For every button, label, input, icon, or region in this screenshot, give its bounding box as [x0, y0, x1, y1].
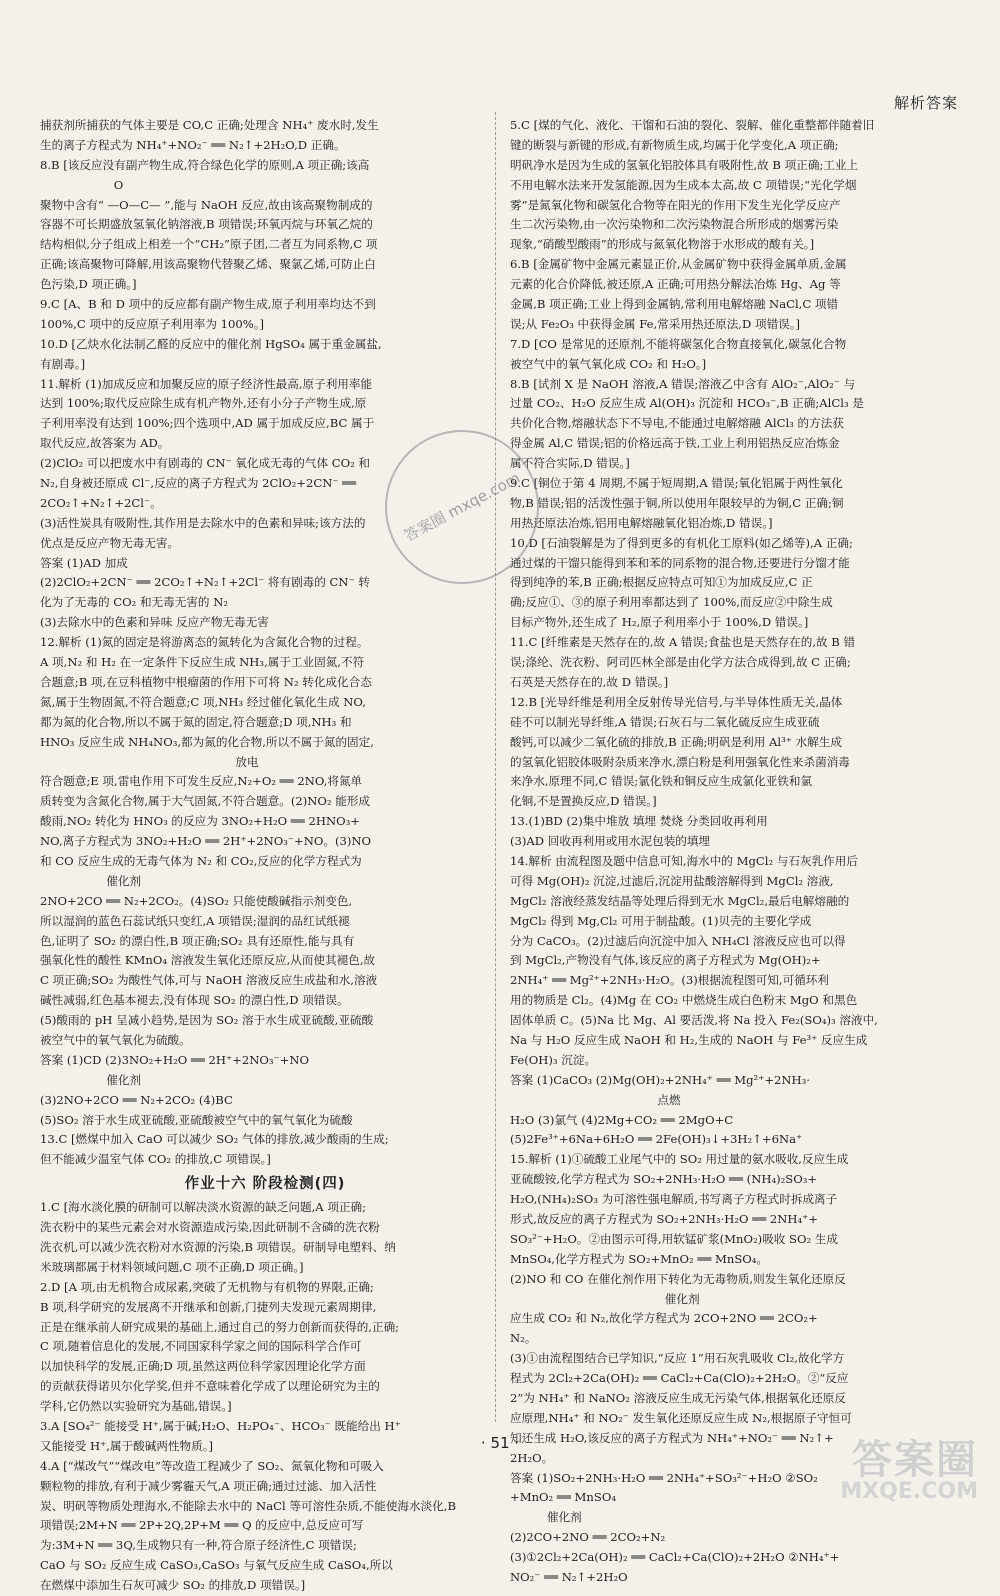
text-line: 催化剂: [510, 1291, 700, 1306]
text-line: CaO 与 SO₂ 反应生成 CaSO₃,CaSO₃ 与氧气反应生成 CaSO₄,所以: [40, 1558, 393, 1573]
text-line: 11.C [纤维素是天然存在的,故 A 错误;食盐也是天然存在的,故 B 错: [510, 635, 856, 650]
text-line: A 项,N₂ 和 H₂ 在一定条件下反应生成 NH₃,属于工业固氮,不符: [40, 655, 365, 670]
text-line: 11.解析 (1)加成反应和加聚反应的原子经济性最高,原子利用率能: [40, 376, 373, 391]
text-line: 6.B [金属矿物中金属元素显正价,从金属矿物中获得金属单质,金属: [510, 257, 847, 272]
text-line: 色污染,D 项正确。]: [40, 277, 137, 292]
text-line: 金属,B 项正确;工业上得到金属钠,常利用电解熔融 NaCl,C 项错: [510, 297, 839, 312]
text-line: 符合题意;E 项,雷电作用下可发生反应,N₂+O₂ ══ 2NO,将氮单: [40, 774, 363, 789]
text-line: 强氧化性的酸性 KMnO₄ 溶液发生氧化还原反应,从而使其褪色,故: [40, 953, 376, 968]
text-line: SO₃²⁻+H₂O。②由图示可得,用软锰矿浆(MnO₂)吸收 SO₂ 生成: [510, 1231, 839, 1246]
text-line: 都为氮的化合物,所以不属于氮的固定,符合题意;D 项,NH₃ 和: [40, 714, 352, 729]
text-line: 催化剂: [40, 873, 142, 888]
text-line: 雾”是氮氧化物和碳氢化合物等在阳光的作用下发生光化学反应产: [510, 197, 841, 212]
text-line: 酸钙,可以减少二氧化硫的排放,B 正确;明矾是利用 Al³⁺ 水解生成: [510, 734, 842, 749]
text-line: +MnO₂ ══ MnSO₄: [510, 1490, 616, 1505]
text-line: 确;反应①、③的原子利用率都达到了 100%,而反应②中除生成: [510, 595, 833, 610]
text-line: 属不符合实际,D 错误。]: [510, 456, 630, 471]
right-column: [510, 116, 962, 1588]
column-divider: [495, 112, 497, 1422]
text-line: 7.D [CO 是常见的还原剂,不能将碳氢化合物直接氧化,碳氢化合物: [510, 336, 847, 351]
text-line: 现象,“硝酸型酸雨”的形成与氮氧化物溶于水形成的酸有关。]: [510, 237, 815, 252]
text-line: 酸雨,NO₂ 转化为 HNO₃ 的反应为 3NO₂+H₂O ══ 2HNO₃+: [40, 814, 360, 829]
text-line: 取代反应,故答案为 AD。: [40, 436, 170, 451]
text-line: 氮,属于生物固氮,不符合题意;C 项,NH₃ 经过催化氧化生成 NO,: [40, 694, 366, 709]
text-line: 答案 (1)CD (2)3NO₂+H₂O ══ 2H⁺+2NO₃⁻+NO: [40, 1052, 310, 1067]
text-line: 被空气中的氧气氧化成 CO₂ 和 H₂O。]: [510, 356, 707, 371]
text-line: 3.A [SO₄²⁻ 能接受 H⁺,属于碱;H₂O、H₂PO₄⁻、HCO₃⁻ 既能给出 H⁺: [40, 1419, 401, 1433]
text-line: 质转变为含氮化合物,属于大气固氮,不符合题意。(2)NO₂ 能形成: [40, 794, 371, 809]
text-line: (2)NO 和 CO 在催化剂作用下转化为无毒物质,则发生氧化还原反: [510, 1271, 846, 1286]
text-line: 可得 Mg(OH)₂ 沉淀,过滤后,沉淀用盐酸溶解得到 MgCl₂ 溶液,: [510, 873, 834, 888]
text-line: (2)2CO+2NO ══ 2CO₂+N₂: [510, 1530, 666, 1545]
text-line: 为:3M+N ══ 3Q,生成物只有一种,符合原子经济性,C 项错误;: [40, 1538, 357, 1553]
text-line: 100%,C 项中的反应原子利用率为 100%。]: [40, 316, 265, 331]
text-line: MgCl₂ 溶液经蒸发结晶等处理后得到无水 MgCl₂,最后电解熔融的: [510, 893, 850, 908]
text-line: 到 MgCl₂,产物没有气体,该反应的离子方程式为 Mg(OH)₂+: [510, 953, 821, 968]
text-line: 元素的化合价降低,被还原,A 正确;可用热分解法冶炼 Hg、Ag 等: [510, 277, 841, 292]
text-line: 1.C [海水淡化膜的研制可以解决淡水资源的缺乏问题,A 项正确;: [40, 1200, 367, 1215]
text-line: 催化剂: [510, 1510, 582, 1525]
text-line: 用热还原法冶炼,铝用电解熔融氧化铝冶炼,D 错误。]: [510, 515, 773, 530]
text-line: 生二次污染物,由一次污染物和二次污染物混合所形成的烟雾污染: [510, 217, 839, 232]
text-line: 10.D [乙炔水化法制乙醛的反应中的催化剂 HgSO₄ 属于重金属盐,: [40, 336, 382, 351]
text-line: 用的物质是 Cl₂。(4)Mg 在 CO₂ 中燃烧生成白色粉末 MgO 和黑色: [510, 993, 858, 1008]
text-line: Fe(OH)₃ 沉淀。: [510, 1052, 597, 1067]
text-line: 固体单质 C。(5)Na 比 Mg、Al 要活泼,将 Na 投入 Fe₂(SO₄)₃ 溶液中,: [510, 1013, 878, 1028]
text-line: 过量 CO₂、H₂O 反应生成 Al(OH)₃ 沉淀和 HCO₃⁻,B 正确;AlCl₃ 是: [510, 396, 864, 411]
text-line: MnSO₄,化学方程式为 SO₂+MnO₂ ══ MnSO₄。: [510, 1251, 769, 1266]
text-line: 13.(1)BD (2)集中堆放 填埋 焚烧 分类回收再利用: [510, 814, 768, 829]
text-line: 13.C [燃煤中加入 CaO 可以减少 SO₂ 气体的排放,减少酸雨的生成;: [40, 1132, 389, 1147]
text-line: (5)2Fe³⁺+6Na+6H₂O ══ 2Fe(OH)₃↓+3H₂↑+6Na⁺: [510, 1132, 803, 1147]
text-line: 催化剂: [40, 1072, 142, 1087]
text-line: 明矾净水是因为生成的氢氧化铝胶体具有吸附性,故 B 项正确;工业上: [510, 157, 859, 172]
text-line: 正是在继承前人研究成果的基础上,通过自己的努力创新而获得的,正确;: [40, 1319, 400, 1334]
text-line: 颗粒物的排放,有利于减少雾霾天气,A 项正确;通过过滤、加入活性: [40, 1478, 377, 1493]
text-line: 聚物中含有“ —O—C— ”,能与 NaOH 反应,故由该高聚物制成的: [40, 197, 373, 212]
text-line: 的氢氧化铝胶体吸附杂质来净水,漂白粉是利用强氧化性来杀菌消毒: [510, 754, 850, 769]
text-line: 得到纯净的苯,B 正确;根据反应特点可知①为加成反应,C 正: [510, 575, 813, 590]
text-line: O: [40, 177, 124, 192]
page-number: · 51 ·: [480, 1434, 520, 1452]
watermark-logo: [840, 1428, 978, 1504]
text-line: 所以湿润的蓝色石蕊试纸只变红,A 项错误;湿润的品红试纸褪: [40, 913, 350, 928]
text-line: 共价化合物,熔融状态下不导电,不能通过电解熔融 AlCl₃ 的方法获: [510, 416, 844, 431]
text-line: 5.C [煤的气化、液化、干馏和石油的裂化、裂解、催化重整都伴随着旧: [510, 118, 875, 132]
text-line: (2)ClO₂ 可以把废水中有剧毒的 CN⁻ 氧化成无毒的气体 CO₂ 和: [40, 456, 371, 471]
text-line: 9.C [铜位于第 4 周期,不属于短周期,A 错误;氧化铝属于两性氧化: [510, 476, 843, 491]
text-line: 化铜,不是置换反应,D 错误。]: [510, 794, 657, 809]
text-line: 化为了无毒的 CO₂ 和无毒无害的 N₂: [40, 595, 228, 610]
text-line: 炭、明矾等物质处理海水,不能除去水中的 NaCl 等可溶性杂质,不能使海水淡化,B: [40, 1498, 456, 1513]
text-line: 碱性减弱,红色基本褪去,没有体现 SO₂ 的漂白性,D 项错误。: [40, 993, 349, 1008]
text-line: 10.D [石油裂解是为了得到更多的有机化工原料(如乙烯等),A 正确;: [510, 535, 853, 550]
text-line: 容器不可长期盛放氢氧化钠溶液,B 项错误;环氧丙烷与环氧乙烷的: [40, 217, 373, 232]
text-line: 形式,故反应的离子方程式为 SO₂+2NH₃·H₂O ══ 2NH₄⁺+: [510, 1211, 818, 1226]
text-line: 2NO+2CO ══ N₂+2CO₂。(4)SO₂ 只能使酸碱指示剂变色,: [40, 893, 353, 908]
text-line: 亚硫酸铵,化学方程式为 SO₂+2NH₃·H₂O ══ (NH₄)₂SO₃+: [510, 1172, 818, 1187]
text-line: 14.解析 由流程图及题中信息可知,海水中的 MgCl₂ 与石灰乳作用后: [510, 853, 858, 868]
text-line: 答案 (1)SO₂+2NH₃·H₂O ══ 2NH₄⁺+SO₃²⁻+H₂O ②SO₂: [510, 1470, 818, 1485]
text-line: 达到 100%;取代反应除生成有机产物外,还有小分子产物生成,原: [40, 396, 367, 411]
text-line: 合题意;B 项,在豆科植物中根瘤菌的作用下可将 N₂ 转化成化合态: [40, 674, 372, 689]
text-line: 2.D [A 项,由无机物合成尿素,突破了无机物与有机物的界限,正确;: [40, 1279, 374, 1294]
text-line: H₂O (3)氯气 (4)2Mg+CO₂ ══ 2MgO+C: [510, 1112, 734, 1127]
text-line: 分为 CaCO₃。(2)过滤后向沉淀中加入 NH₄Cl 溶液反应也可以得: [510, 933, 846, 948]
text-line: 误;从 Fe₂O₃ 中获得金属 Fe,常采用热还原法,D 项错误。]: [510, 316, 801, 331]
text-line: 在燃煤中添加生石灰可减少 SO₂ 的排放,D 项错误。]: [40, 1578, 306, 1593]
text-line: (3)①2Cl₂+2Ca(OH)₂ ══ CaCl₂+Ca(ClO)₂+2H₂O ②NH₄⁺+: [510, 1550, 840, 1565]
text-line: 4.A [“煤改气”“煤改电”等改造工程减少了 SO₂、氮氧化物和可吸入: [40, 1458, 384, 1473]
text-line: 又能接受 H⁺,属于酸碱两性物质。]: [40, 1438, 214, 1453]
text-line: MgCl₂ 得到 Mg,Cl₂ 可用于制盐酸。(1)贝壳的主要化学成: [510, 913, 812, 928]
watermark-main: 答案圈: [852, 1437, 978, 1483]
text-line: 12.解析 (1)氮的固定是将游离态的氮转化为含氮化合物的过程。: [40, 635, 369, 650]
text-line: 被空气中的氧气氧化为硫酸。: [40, 1032, 191, 1047]
text-line: 色,证明了 SO₂ 的漂白性,B 项正确;SO₂ 具有还原性,能与具有: [40, 933, 355, 948]
text-line: 洗衣机,可以减少洗衣粉对水资源的污染,B 项错误。研制导电塑料、纳: [40, 1239, 396, 1254]
text-line: (2)2ClO₂+2CN⁻ ══ 2CO₂↑+N₂↑+2Cl⁻ 将有剧毒的 CN⁻ 转: [40, 575, 370, 590]
text-line: 点燃: [510, 1092, 681, 1107]
text-line: NO₂⁻ ══ N₂↑+2H₂O: [510, 1570, 628, 1585]
text-line: NO,离子方程式为 3NO₂+H₂O ══ 2H⁺+2NO₃⁻+NO。(3)NO: [40, 834, 372, 849]
text-line: N₂。: [510, 1331, 537, 1346]
text-line: N₂,自身被还原成 Cl⁻,反应的离子方程式为 2ClO₂+2CN⁻ ══: [40, 476, 357, 491]
text-line: (3)去除水中的色素和异味 反应产物无毒无害: [40, 615, 269, 630]
text-line: 答案 (1)AD 加成: [40, 555, 128, 570]
text-line: HNO₃ 反应生成 NH₄NO₃,都为氮的化合物,所以不属于氮的固定,: [40, 734, 374, 749]
left-column: [40, 116, 490, 1596]
text-line: 12.B [光导纤维是利用全反射传导光信号,与半导体性质无关,晶体: [510, 694, 843, 709]
text-line: 物,B 错误;铝的活泼性强于铜,所以使用年限较早的为铜,C 正确;铜: [510, 495, 844, 510]
text-line: 放电: [40, 754, 259, 769]
text-line: 学科,它仍然以实验研究为基础,错误。]: [40, 1399, 232, 1414]
page-header-title: 解析答案: [893, 94, 958, 112]
text-line: (5)SO₂ 溶于水生成亚硫酸,亚硫酸被空气中的氧气氧化为硫酸: [40, 1112, 353, 1127]
text-line: 不用电解水法来开发氢能源,因为生成本太高,故 C 项错误;“光化学烟: [510, 177, 857, 192]
text-line: 2”为 NH₄⁺ 和 NaNO₂ 溶液反应生成无污染气体,根据氧化还原反: [510, 1391, 846, 1405]
text-line: 优点是反应产物无毒无害。: [40, 535, 180, 550]
text-line: 应生成 CO₂ 和 N₂,故化学方程式为 2CO+2NO ══ 2CO₂+: [510, 1311, 818, 1326]
text-line: 生的离子方程式为 NH₄⁺+NO₂⁻ ══ N₂↑+2H₂O,D 正确。: [40, 137, 346, 152]
text-line: (3)2NO+2CO ══ N₂+2CO₂ (4)BC: [40, 1092, 233, 1107]
text-line: 洗衣粉中的某些元素会对水资源造成污染,因此研制不含磷的洗衣粉: [40, 1220, 380, 1235]
text-line: 硅不可以制光导纤维,A 错误;石灰石与二氧化硫反应生成亚硫: [510, 714, 820, 729]
text-line: 8.B [试剂 X 是 NaOH 溶液,A 错误;溶液乙中含有 AlO₂⁻,AlO₂⁻ 与: [510, 376, 856, 391]
text-line: 知还生成 H₂O,该反应的离子方程式为 NH₄⁺+NO₂⁻ ══ N₂↑+: [510, 1430, 834, 1445]
text-line: (3)AD 回收再利用或用水泥包装的填埋: [510, 834, 711, 849]
text-line: 但不能减少温室气体 CO₂ 的排放,C 项错误。]: [40, 1152, 271, 1167]
text-line: (5)酸雨的 pH 呈减小趋势,是因为 SO₂ 溶于水生成亚硫酸,亚硫酸: [40, 1013, 374, 1028]
text-line: 米玻璃都属于材料领域问题,C 项不正确,D 项正确。]: [40, 1259, 304, 1274]
text-line: 2CO₂↑+N₂↑+2Cl⁻。: [40, 495, 162, 510]
text-line: 2H₂O。: [510, 1450, 554, 1465]
text-line: 目标产物外,还生成了 H₂,原子利用率小于 100%,D 错误。]: [510, 615, 809, 630]
text-line: B 项,科学研究的发展离不开继承和创新,门捷列夫发现元素周期律,: [40, 1299, 377, 1314]
stamp: 答案圈 mxqe.com: [358, 403, 566, 611]
text-line: 项错误;2M+N ══ 2P+2Q,2P+M ══ Q 的反应中,总反应可写: [40, 1518, 364, 1533]
text-line: 和 CO 反应生成的无毒气体为 N₂ 和 CO₂,反应的化学方程式为: [40, 853, 362, 868]
text-line: 9.C [A、B 和 D 项中的反应都有副产物生成,原子利用率均达不到: [40, 297, 376, 312]
text-line: 2NH₄⁺ ══ Mg²⁺+2NH₃·H₂O。(3)根据流程图可知,可循环利: [510, 973, 829, 988]
text-line: (3)①由流程图结合已学知识,“反应 1”用石灰乳吸收 Cl₂,故化学方: [510, 1351, 845, 1366]
text-line: C 项,随着信息化的发展,不同国家科学家之间的国际科学合作可: [40, 1339, 362, 1354]
text-line: 结构相似,分子组成上相差一个“CH₂”原子团,二者互为同系物,C 项: [40, 237, 378, 252]
text-line: 键的断裂与新键的形成,有新物质生成,均属于化学变化,A 项正确;: [510, 137, 839, 152]
text-line: 正确;该高聚物可降解,用该高聚物代替聚乙烯、聚氯乙烯,可防止白: [40, 257, 376, 272]
text-line: 有剧毒。]: [40, 356, 86, 371]
text-line: 误;涤纶、洗衣粉、阿司匹林全部是由化学方法合成得到,故 C 正确;: [510, 655, 851, 670]
text-line: 的贡献获得诺贝尔化学奖,但并不意味着化学成了以理论研究为主的: [40, 1379, 380, 1394]
section-title: 作业十六 阶段检测(四): [184, 1176, 346, 1193]
text-line: (3)活性炭具有吸附性,其作用是去除水中的色素和异味;该方法的: [40, 515, 366, 530]
text-line: 子利用率没有达到 100%;四个选项中,AD 属于加成反应,BC 属于: [40, 416, 375, 431]
text-line: 来净水,原理不同,C 错误;氯化铁和铜反应生成氯化亚铁和氯: [510, 774, 813, 789]
text-line: 通过煤的干馏只能得到苯和苯的同系物的混合物,还要进行分馏才能: [510, 555, 850, 570]
watermark-sub: MXQE.COM: [840, 1479, 978, 1504]
text-line: H₂O,(NH₄)₂SO₃ 为可溶性强电解质,书写离子方程式时拆成离子: [510, 1192, 838, 1207]
text-line: 程式为 2Cl₂+2Ca(OH)₂ ══ CaCl₂+Ca(ClO)₂+2H₂O。②“反应: [510, 1371, 849, 1386]
text-line: 捕获剂所捕获的气体主要是 CO,C 正确;处理含 NH₄⁺ 废水时,发生: [40, 118, 379, 132]
text-line: 以加快科学的发展,正确;D 项,虽然这两位科学家因理论化学方面: [40, 1359, 366, 1374]
text-line: 应原理,NH₄⁺ 和 NO₂⁻ 发生氧化还原反应生成 N₂,根据原子守恒可: [510, 1410, 852, 1425]
text-line: C 项正确;SO₂ 为酸性气体,可与 NaOH 溶液反应生成盐和水,溶液: [40, 973, 378, 988]
text-line: 15.解析 (1)①硫酸工业尾气中的 SO₂ 用过量的氨水吸收,反应生成: [510, 1152, 849, 1167]
text-line: 得金属 Al,C 错误;铝的价格远高于铁,工业上利用铝热反应冶炼金: [510, 436, 840, 451]
text-line: 石英是天然存在的,故 D 错误。]: [510, 674, 669, 689]
text-line: 答案 (1)CaCO₃ (2)Mg(OH)₂+2NH₄⁺ ══ Mg²⁺+2NH₃·: [510, 1072, 810, 1087]
text-line: Na 与 H₂O 反应生成 NaOH 和 H₂,生成的 NaOH 与 Fe³⁺ 反应生成: [510, 1032, 868, 1047]
text-line: 8.B [该反应没有副产物生成,符合绿色化学的原则,A 项正确;该高: [40, 157, 370, 172]
